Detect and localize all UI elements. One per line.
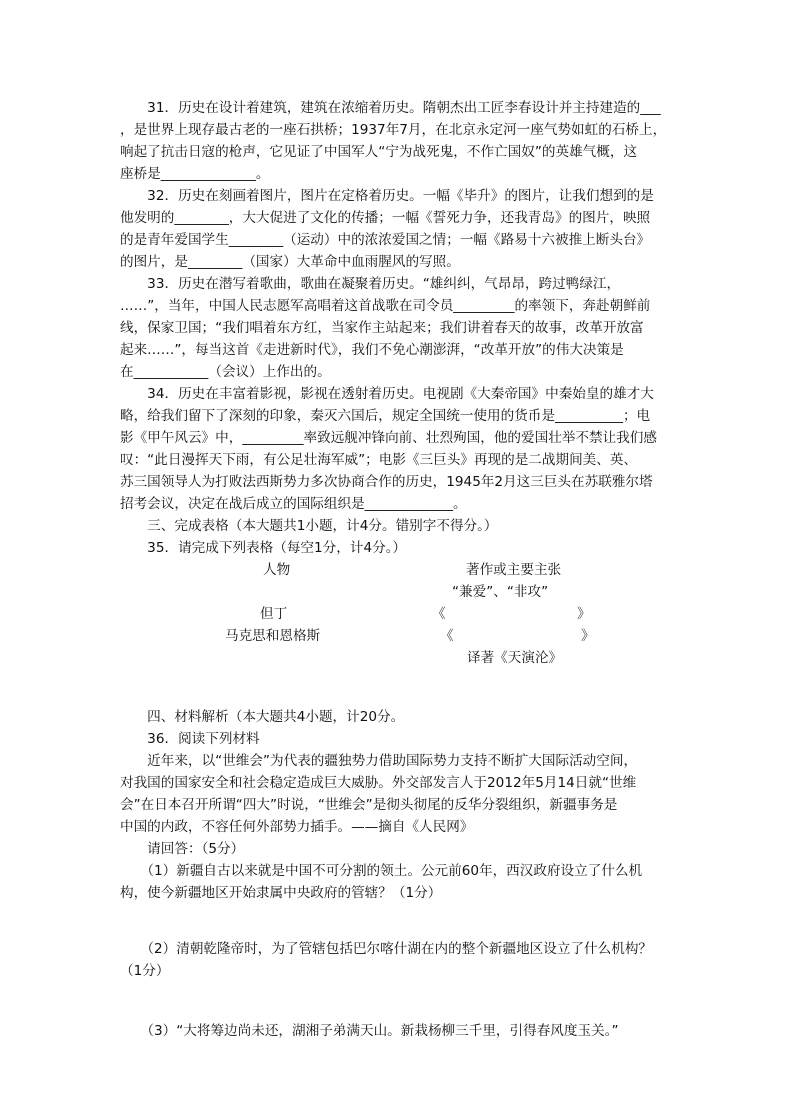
q34-line-1: 34．历史在丰富着影视，影视在透射着历史。电视剧《大秦帝国》中秦始皇的雄才大 [120,386,654,402]
table-cell-r3-close-bracket: 》 [581,628,595,644]
table-cell-r2-person: 但丁 [260,606,288,622]
sub-question-2-line-2: （1分） [120,963,170,979]
material-line-2: 对我国的国家安全和社会稳定造成巨大威胁。外交部发言人于2012年5月14日就“世维 [120,775,637,791]
sub-question-2-line-1: （2）清朝乾隆帝时，为了管辖包括巴尔喀什湖在内的整个新疆地区设立了什么机构？ [120,941,653,957]
q34-line-2: 略，给我们留下了深刻的印象，秦灭六国后，规定全国统一使用的货币是__________；电 [120,408,651,424]
q31-line-3: 响起了抗击日寇的枪声，它见证了中国军人“宁为战死鬼，不作亡国奴”的英雄气概，这 [120,144,638,160]
q32-line-2: 他发明的________，大大促进了文化的传播；一幅《誓死力争，还我青岛》的图片，映照 [120,210,651,226]
q33-line-3: 线，保家卫国；“我们唱着东方红，当家作主站起来；我们讲着春天的故事，改革开放富 [120,320,644,336]
q33-line-4: 起来……”，每当这首《走进新时代》，我们不免心潮澎湃，“改革开放”的伟大决策是 [120,342,624,358]
q34-line-4: 叹：“此日漫挥天下雨，有公足壮海军威”；电影《三巨头》再现的是二战期间美、英、 [120,452,638,468]
section-4-heading: 四、材料解析（本大题共4小题，计20分。 [120,709,405,725]
sub-question-1-line-1: （1）新疆自古以来就是中国不可分割的领土。公元前60年，西汉政府设立了什么机 [120,863,643,879]
table-cell-r3-open-bracket: 《 [440,628,454,644]
q32-line-1: 32．历史在刻画着图片，图片在定格着历史。一幅《毕升》的图片，让我们想到的是 [120,188,654,204]
q33-line-1: 33．历史在潜写着歌曲，歌曲在凝聚着历史。“雄纠纠，气昂昂，跨过鸭绿江， [120,276,621,292]
q31-line-2: ，是世界上现存最古老的一座石拱桥；1937年7月，在北京永定河一座气势如虹的石桥上， [120,122,667,138]
q34-line-5: 苏三国领导人为打败法西斯势力多次协商合作的历史，1945年2月这三巨头在苏联雅尔塔 [120,474,653,490]
table-header-works: 著作或主要主张 [466,562,562,578]
q33-line-5: 在___________（会议）上作出的。 [120,364,331,380]
section-3-heading: 三、完成表格（本大题共1小题，计4分。错别字不得分。） [120,518,498,534]
material-line-4: 中国的内政，不容任何外部势力插手。——摘自《人民网》 [120,819,474,835]
q34-line-6: 招考会议，决定在战后成立的国际组织是_____________。 [120,496,467,512]
q32-line-4: 的图片，是________（国家）大革命中血雨腥风的写照。 [120,254,460,270]
table-cell-r4-works: 译著《天演沦》 [467,650,563,666]
sub-question-1-line-2: 构，使今新疆地区开始隶属中央政府的管辖？（1分） [120,885,442,901]
q34-line-3: 影《甲午风云》中，_________率致远舰冲锋向前、壮烈殉国，他的爱国壮举不禁让我们感 [120,430,657,446]
table-cell-r3-person: 马克思和恩格斯 [225,628,321,644]
q31-line-1: 31．历史在设计着建筑，建筑在浓缩着历史。隋朝杰出工匠李春设计并主持建造的___ [120,100,661,116]
table-header-person: 人物 [263,562,291,578]
q33-line-2: ……”，当年，中国人民志愿军高唱着这首战歌在司令员_________的率领下，奔赴朝鲜前 [120,298,651,314]
table-cell-r2-close-bracket: 》 [577,606,591,622]
material-line-3: 会”在日本召开所谓“四大”时说，“世维会”是彻头彻尾的反华分裂组织，新疆事务是 [120,797,618,813]
table-cell-r2-open-bracket: 《 [432,606,446,622]
q35-prompt: 35．请完成下列表格（每空1分，计4分。） [120,540,407,556]
q31-line-4: 座桥是______________。 [120,166,270,182]
q32-line-3: 的是青年爱国学生________（运动）中的浓浓爱国之情；一幅《路易十六被推上断头台》 [120,232,651,248]
answer-prompt: 请回答：（5分） [120,841,245,857]
sub-question-3-line-1: （3）“大将筹边尚未还，湖湘子弟满天山。新栽杨柳三千里，引得春风度玉关。” [120,1023,619,1039]
table-cell-r1-works: “兼爱”、“非攻” [452,584,549,600]
material-line-1: 近年来，以“世维会”为代表的疆独势力借助国际势力支持不断扩大国际活动空间， [120,753,638,769]
q36-prompt: 36．阅读下列材料 [120,731,260,747]
